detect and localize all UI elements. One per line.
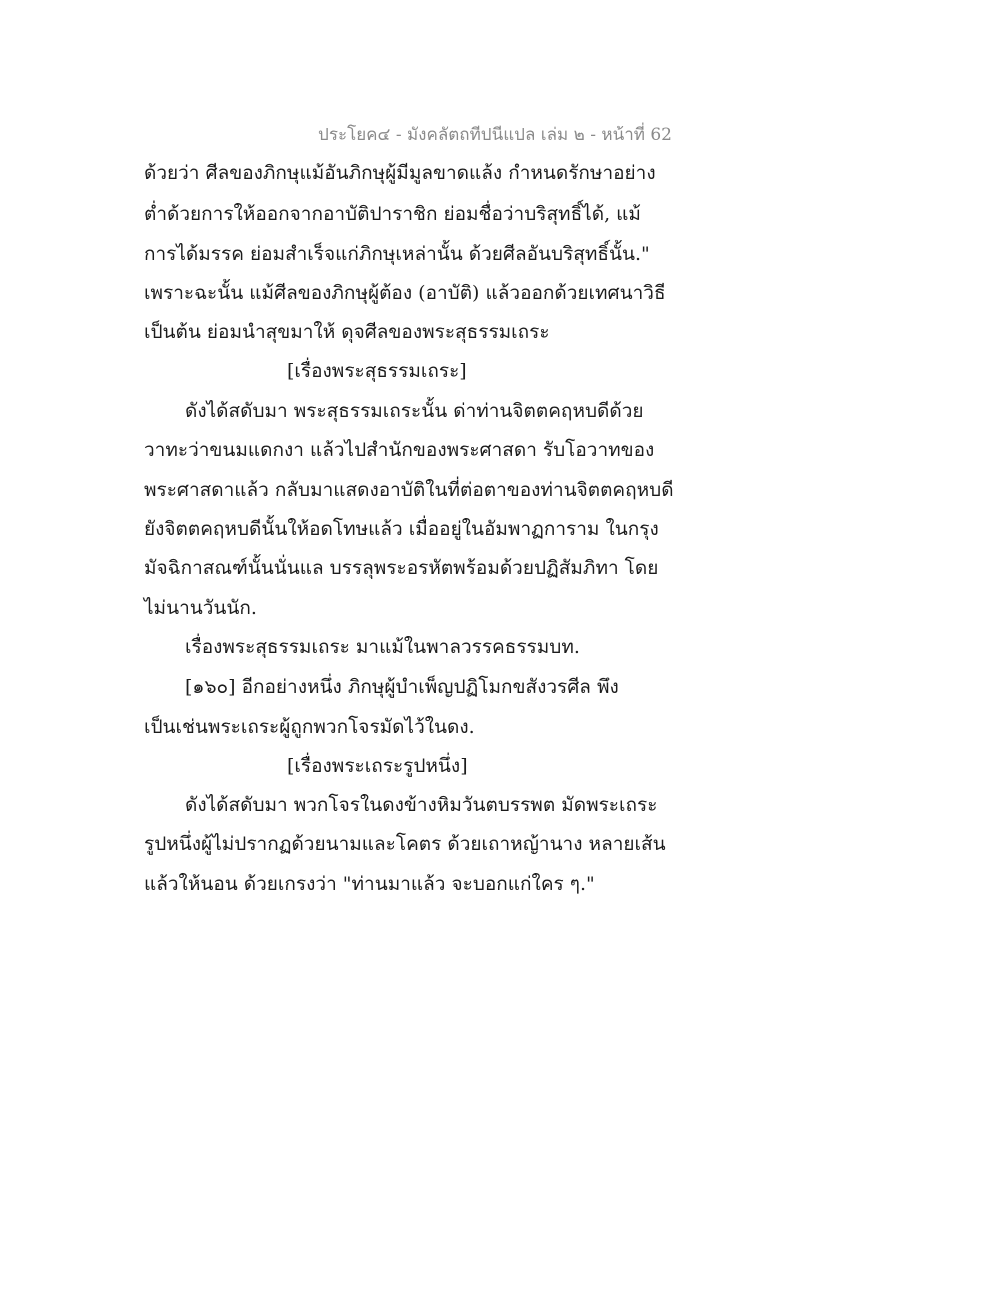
text-line: รูปหนึ่งผู้ไม่ปรากฏด้วยนามและโคตร ด้วยเถาหญ้านาง หลายเส้น — [144, 833, 666, 855]
text-line: แล้วให้นอน ด้วยเกรงว่า "ท่านมาแล้ว จะบอกแก่ใคร ๆ." — [144, 873, 595, 895]
text-line: ไม่นานวันนัก. — [144, 597, 257, 619]
text-line: ดังได้สดับมา พระสุธรรมเถระนั้น ด่าท่านจิตตคฤหบดีด้วย — [185, 400, 644, 422]
text-line: ด้วยว่า ศีลของภิกษุแม้อันภิกษุผู้มีมูลขาดแล้ง กำหนดรักษาอย่าง — [144, 162, 656, 184]
text-line: ยังจิตตคฤหบดีนั้นให้อดโทษแล้ว เมื่ออยู่ในอัมพาฏการาม ในกรุง — [144, 518, 659, 540]
text-line: ดังได้สดับมา พวกโจรในดงข้างหิมวันตบรรพต มัดพระเถระ — [185, 794, 658, 816]
text-line: มัจฉิกาสณฑ์นั้นนั่นแล บรรลุพระอรหัตพร้อมด้วยปฏิสัมภิทา โดย — [144, 557, 659, 579]
section-heading: [เรื่องพระเถระรูปหนึ่ง] — [287, 755, 468, 777]
text-line: พระศาสดาแล้ว กลับมาแสดงอาบัติในที่ต่อตาของท่านจิตตคฤหบดี — [144, 479, 674, 501]
text-line: ต่ำด้วยการให้ออกจากอาบัติปาราชิก ย่อมชื่อว่าบริสุทธิ์ได้, แม้ — [144, 203, 641, 225]
text-line: การได้มรรค ย่อมสำเร็จแก่ภิกษุเหล่านั้น ด้วยศีลอันบริสุทธิ์นั้น." — [144, 243, 650, 265]
text-line: [๑๖๐] อีกอย่างหนึ่ง ภิกษุผู้บำเพ็ญปฏิโมกขสังวรศีล พึง — [185, 676, 619, 698]
page-header: ประโยค๔ - มังคลัตถทีปนีแปล เล่ม ๒ - หน้าที่ 62 — [318, 125, 672, 145]
section-heading: [เรื่องพระสุธรรมเถระ] — [287, 360, 467, 382]
text-line: เป็นเช่นพระเถระผู้ถูกพวกโจรมัดไว้ในดง. — [144, 716, 475, 738]
text-line: วาทะว่าขนมแดกงา แล้วไปสำนักของพระศาสดา รับโอวาทของ — [144, 439, 655, 461]
text-line: เรื่องพระสุธรรมเถระ มาแม้ในพาลวรรคธรรมบท. — [185, 636, 580, 658]
text-line: เพราะฉะนั้น แม้ศีลของภิกษุผู้ต้อง (อาบัติ) แล้วออกด้วยเทศนาวิธี — [144, 282, 666, 304]
text-line: เป็นต้น ย่อมนำสุขมาให้ ดุจศีลของพระสุธรรมเถระ — [144, 321, 550, 343]
